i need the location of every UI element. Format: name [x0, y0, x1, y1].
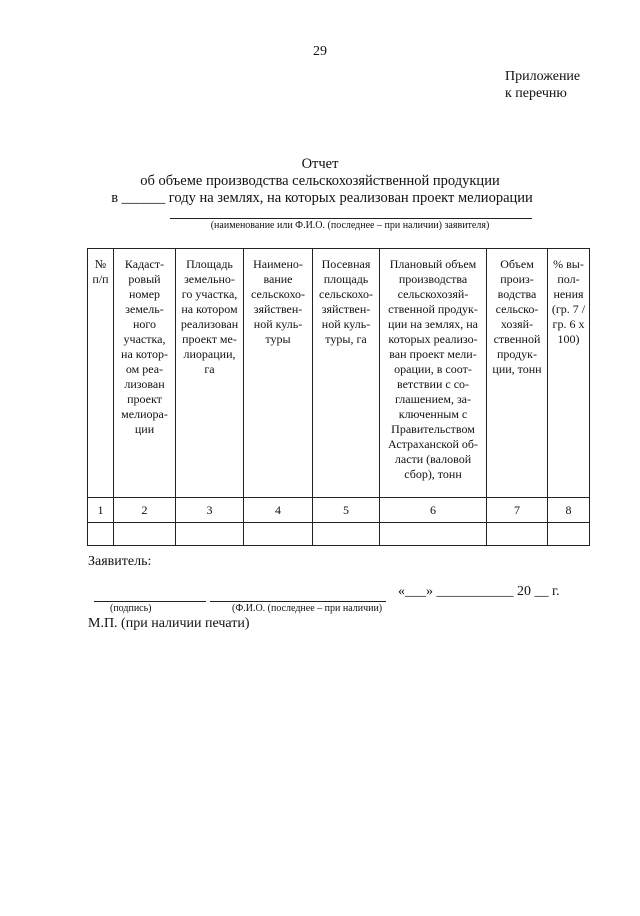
header-cell-sown-area: Посевная площадь сельскохо- зяйствен- ной куль- туры, га — [313, 249, 380, 498]
applicant-name-line — [170, 218, 532, 219]
name-line — [210, 601, 386, 602]
applicant-name-caption: (наименование или Ф.И.О. (последнее – при наличии) заявителя) — [210, 220, 490, 231]
header-cell-cadastral: Кадаст- ровый номер земель- ного участка, на котор- ом реа- лизован проект мелиора- ции — [114, 249, 176, 498]
header-cell-crop: Наимено- вание сельскохо- зяйствен- ной куль- туры — [244, 249, 313, 498]
report-table — [87, 248, 590, 546]
column-number: 3 — [176, 498, 244, 523]
empty-cell[interactable] — [88, 523, 114, 546]
page-number: 29 — [313, 44, 327, 59]
name-caption: (Ф.И.О. (последнее – при наличии) — [232, 603, 383, 614]
signature-caption: (подпись) — [110, 603, 152, 614]
table-number-row — [88, 498, 590, 523]
empty-cell[interactable] — [244, 523, 313, 546]
column-number: 5 — [313, 498, 380, 523]
header-cell-percent: % вы- пол- нения (гр. 7 / гр. 6 х 100) — [548, 249, 590, 498]
appendix-note — [505, 68, 580, 102]
empty-cell[interactable] — [380, 523, 487, 546]
header-cell-actual-volume: Объем произ- водства сельско- хозяй- ственной продук- ции, тонн — [487, 249, 548, 498]
signature-line — [94, 601, 206, 602]
table-header-row — [88, 249, 590, 498]
empty-cell[interactable] — [176, 523, 244, 546]
title-line-3: в ______ году на землях, на которых реализован проект мелиорации — [111, 190, 533, 206]
empty-cell[interactable] — [313, 523, 380, 546]
header-cell-number: № п/п — [88, 249, 114, 498]
title-line-2: об объеме производства сельскохозяйственной продукции — [140, 173, 500, 189]
date-field: «___» ___________ 20 __ г. — [398, 584, 560, 599]
column-number: 8 — [548, 498, 590, 523]
header-cell-area: Площадь земельно- го участка, на котором реализован проект ме- лиорации, га — [176, 249, 244, 498]
applicant-label: Заявитель: — [88, 554, 152, 569]
appendix-line-2: к перечню — [505, 86, 567, 101]
title-line-1: Отчет — [301, 156, 339, 172]
column-number: 4 — [244, 498, 313, 523]
header-cell-planned-volume: Плановый объем производства сельскохозяй- ственной продук- ции на землях, на которых реализо- ван проект мели- орации, в соот- ветствии с со- глашением, за- ключенным с Правительством Астраханской об- ласти (валовой сбор), тонн — [380, 249, 487, 498]
empty-cell[interactable] — [114, 523, 176, 546]
seal-label: М.П. (при наличии печати) — [88, 616, 250, 631]
column-number: 7 — [487, 498, 548, 523]
empty-cell[interactable] — [548, 523, 590, 546]
empty-cell[interactable] — [487, 523, 548, 546]
column-number: 1 — [88, 498, 114, 523]
table-empty-row — [88, 523, 590, 546]
column-number: 6 — [380, 498, 487, 523]
appendix-line-1: Приложение — [505, 69, 581, 84]
column-number: 2 — [114, 498, 176, 523]
report-title — [0, 156, 640, 207]
